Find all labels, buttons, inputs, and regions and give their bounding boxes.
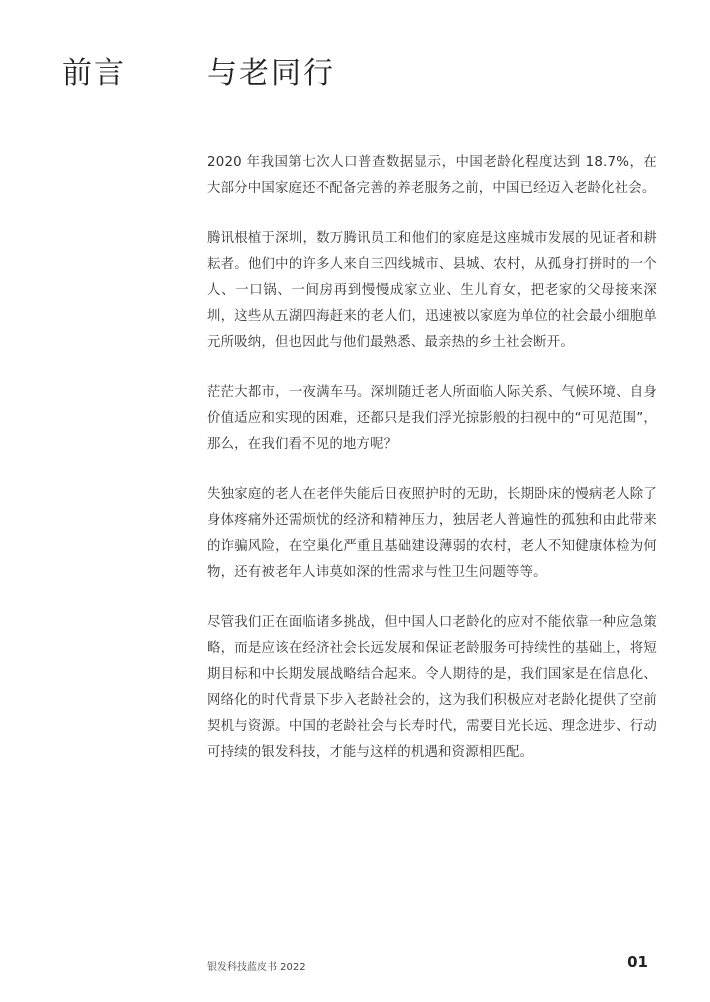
paragraph-1: 2020 年我国第七次人口普查数据显示，中国老龄化程度达到 18.7%，在大部分中国家庭还不配备完善的养老服务之前，中国已经迈入老龄化社会。 <box>207 155 657 196</box>
page-number: 01 <box>627 953 648 971</box>
paragraph-3: 茫茫大都市，一夜满车马。深圳随迁老人所面临人际关系、气候环境、自身价值适应和实现的困难，还都只是我们浮光掠影般的扫视中的“可见范围”，那么，在我们看不见的地方呢？ <box>207 385 657 452</box>
paragraph-4: 失独家庭的老人在老伴失能后日夜照护时的无助，长期卧床的慢病老人除了身体疼痛外还需烦忧的经济和精神压力，独居老人普遍性的孤独和由此带来的诈骗风险，在空巢化严重且基础建设薄弱的农村，老人不知健康体检为何物，还有被老年人讳莫如深的性需求与性卫生问题等等。 <box>207 487 657 580</box>
body-text <box>207 150 657 790</box>
paragraph-5: 尽管我们正在面临诸多挑战，但中国人口老龄化的应对不能依靠一种应急策略，而是应该在经济社会长远发展和保证老龄服务可持续性的基础上，将短期目标和中长期发展战略结合起来。令人期待的是，我们国家是在信息化、网络化的时代背景下步入老龄社会的，这为我们积极应对老龄化提供了空前契机与资源。中国的老龄社会与长寿时代，需要目光长远、理念进步、行动可持续的银发科技，才能与这样的机遇和资源相匹配。 <box>207 615 657 760</box>
page-title: 与老同行 <box>207 56 335 91</box>
section-label: 前言 <box>62 56 126 91</box>
footer-document-name: 银发科技蓝皮书 2022 <box>207 962 306 973</box>
paragraph-2: 腾讯根植于深圳，数万腾讯员工和他们的家庭是这座城市发展的见证者和耕耘者。他们中的许多人来自三四线城市、县城、农村，从孤身打拼时的一个人、一口锅、一间房再到慢慢成家立业、生儿育女，把老家的父母接来深圳，这些从五湖四海赶来的老人们，迅速被以家庭为单位的社会最小细胞单元所吸纳，但也因此与他们最熟悉、最亲热的乡土社会断开。 <box>207 231 657 350</box>
